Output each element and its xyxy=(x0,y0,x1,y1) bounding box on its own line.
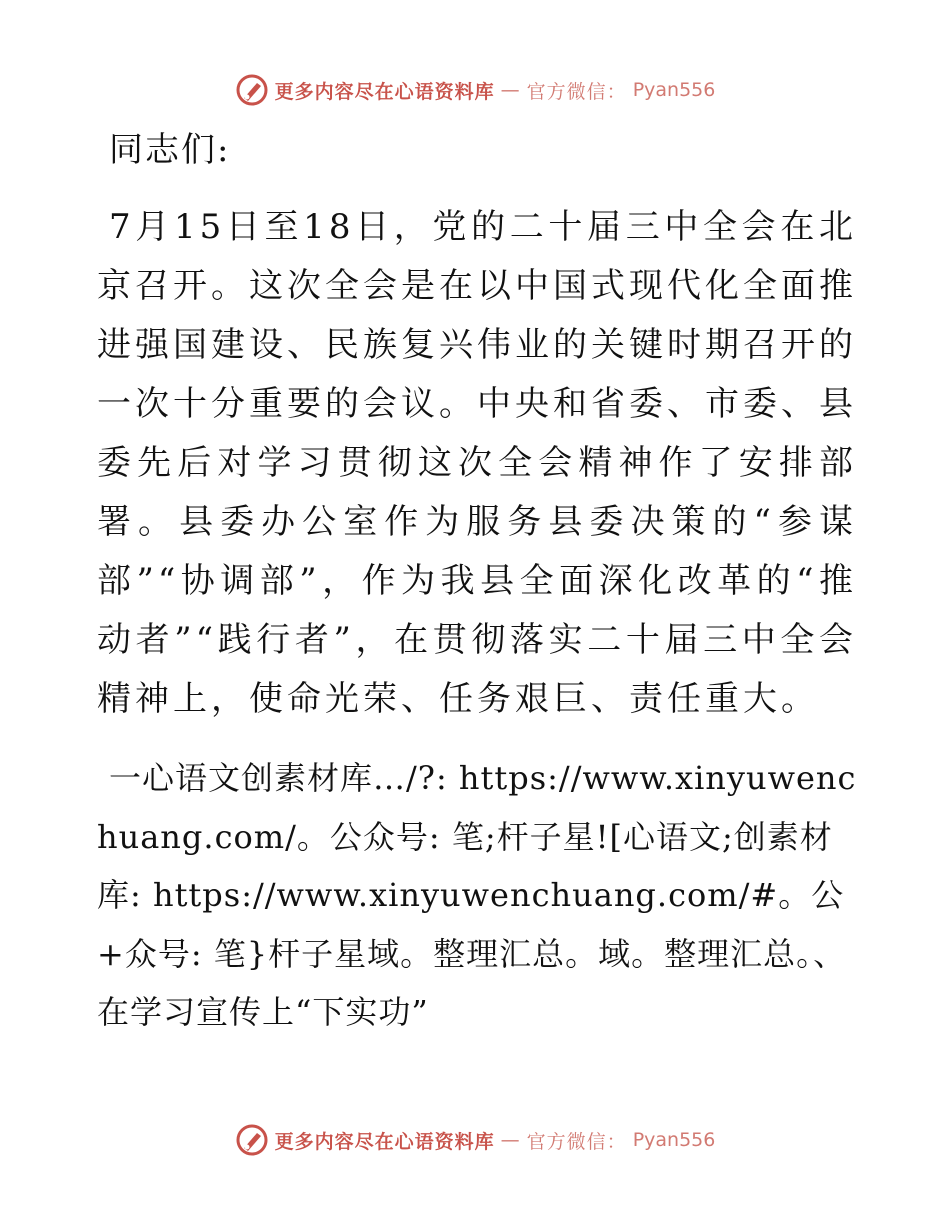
site-name: 更多内容尽在心语资料库 xyxy=(274,80,495,103)
wechat-label: 官方微信： xyxy=(526,1130,627,1153)
banner-dash: — xyxy=(500,1129,521,1151)
document-body xyxy=(97,122,857,1042)
banner-dash: — xyxy=(500,79,521,101)
header-banner xyxy=(0,70,950,110)
footer-banner xyxy=(0,1120,950,1160)
paragraph-2: 一心语文创素材库…/?: https://www.xinyuwenchuang.com/。公众号: 笔;杆子星![心语文;创素材库: https://www.xinyuwenchuang.com/#。公+众号: 笔}杆子星域。整理汇总。域。整理汇总。、在学习宣传上“下实功” xyxy=(97,759,857,1031)
wechat-account: Pyan556 xyxy=(632,1129,716,1151)
wechat-account: Pyan556 xyxy=(632,79,716,101)
greeting: 同志们: xyxy=(109,130,231,170)
site-name: 更多内容尽在心语资料库 xyxy=(274,1130,495,1153)
wechat-label: 官方微信： xyxy=(526,80,627,103)
paragraph-1: 7月15日至18日，党的二十届三中全会在北京召开。这次全会是在以中国式现代化全面推进强国建设、民族复兴伟业的关键时期召开的一次十分重要的会议。中央和省委、市委、县委先后对学习贯彻这次全会精神作了安排部署。县委办公室作为服务县委决策的“参谋部”“协调部”，作为我县全面深化改革的“推动者”“践行者”，在贯彻落实二十届三中全会精神上，使命光荣、任务艰巨、责任重大。 xyxy=(97,207,857,719)
pen-logo-icon xyxy=(235,1123,269,1157)
pen-logo-icon xyxy=(235,73,269,107)
